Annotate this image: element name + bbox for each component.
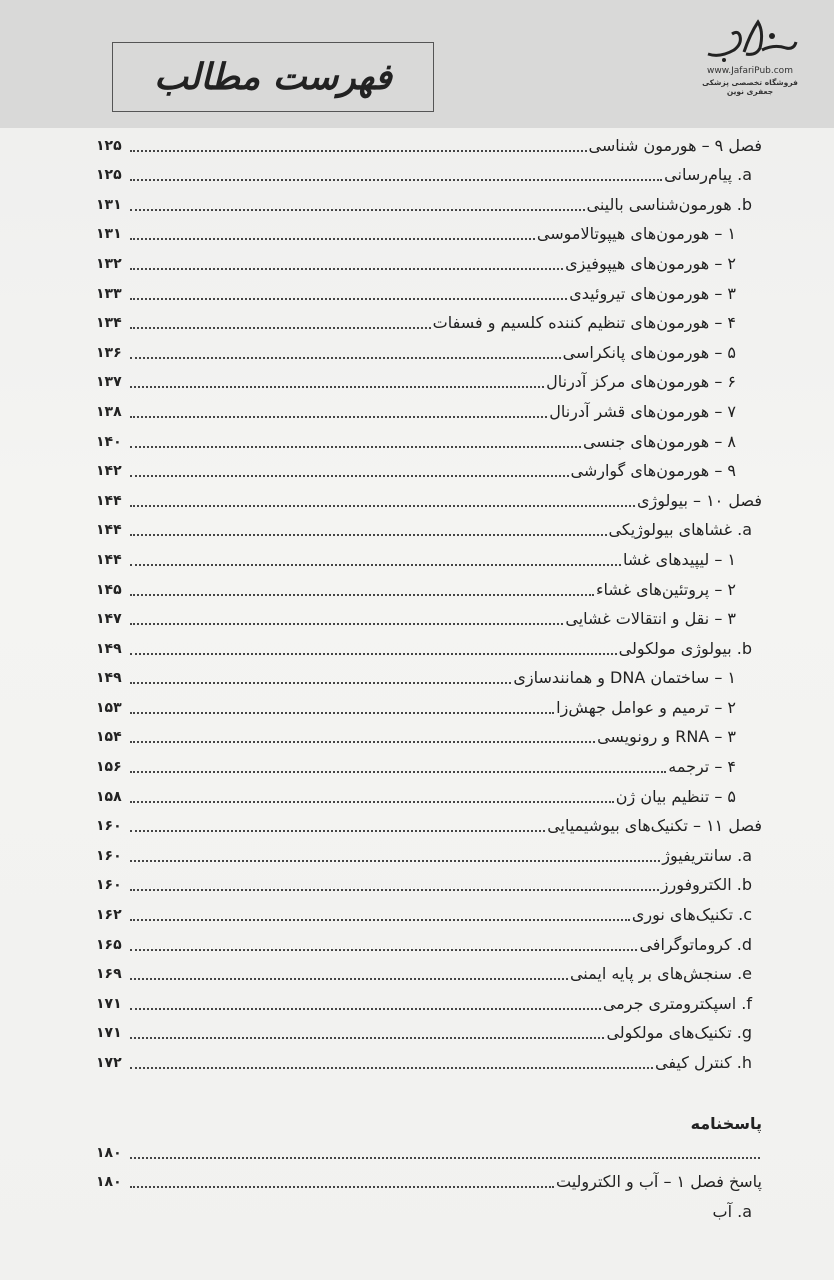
toc-page-number: ۱۳۲	[96, 255, 122, 272]
dot-leader	[130, 977, 568, 980]
toc-page-number: ۱۴۹	[96, 670, 122, 687]
toc-row	[96, 781, 762, 811]
toc-row	[96, 870, 762, 900]
toc-entry-text: ۴ – ترجمه	[668, 757, 736, 777]
toc-row	[96, 337, 762, 367]
toc-entry-text: ۵ – هورمون‌های پانکراسی	[562, 342, 736, 362]
answers-section-title: پاسخنامه	[690, 1114, 762, 1133]
toc-page-number: ۱۵۶	[96, 759, 122, 776]
dot-leader	[130, 563, 621, 566]
toc-row	[96, 959, 762, 989]
dot-leader	[130, 829, 545, 832]
toc-entry-text: فصل ۱۰ – بیولوژی	[636, 490, 762, 510]
dot-leader	[130, 415, 547, 418]
toc-page-number: ۱۲۵	[96, 167, 122, 184]
toc-row	[96, 840, 762, 870]
dot-leader	[130, 504, 635, 507]
dot-leader	[130, 297, 567, 300]
toc-row	[96, 633, 762, 663]
dot-leader	[130, 711, 554, 714]
dot-leader	[130, 267, 563, 270]
page-title: فهرست مطالب	[154, 56, 392, 98]
dot-leader	[130, 208, 585, 211]
dot-leader	[130, 918, 630, 921]
toc-row	[96, 988, 762, 1018]
toc-entry-text: d. کروماتوگرافی	[639, 934, 752, 954]
toc-page-number: ۱۸۰	[96, 1144, 122, 1161]
toc-entry-text: ۶ – هورمون‌های مرکز آدرنال	[546, 372, 736, 392]
toc-entry-text: a. غشاهای بیولوژیکی	[608, 520, 752, 540]
dot-leader	[130, 474, 569, 477]
toc-entry-text: ۱ – هورمون‌های هیپوتالاموسی	[536, 224, 736, 244]
publisher-logo	[690, 14, 810, 104]
dot-leader	[130, 948, 637, 951]
dot-leader	[130, 859, 660, 862]
toc-row	[96, 396, 762, 426]
toc-page-number: ۱۴۵	[96, 581, 122, 598]
toc-entry-text: ۲ – هورمون‌های هیپوفیزی	[565, 253, 736, 273]
dot-leader	[130, 533, 607, 536]
toc-page-number: ۱۶۰	[96, 847, 122, 864]
toc-entry-text: فصل ۹ – هورمون شناسی	[588, 135, 762, 155]
toc-entry-text: ۱ – لیپیدهای غشا	[623, 549, 736, 569]
toc-page-number: ۱۷۲	[96, 1055, 122, 1071]
toc-page-number: ۱۵۸	[96, 788, 122, 805]
toc-page-number: ۱۳۱	[96, 226, 122, 243]
toc-row	[96, 130, 762, 160]
toc-row	[96, 929, 762, 959]
toc-row	[96, 722, 762, 752]
toc-page-number: ۱۶۲	[96, 907, 122, 924]
dot-leader	[130, 1066, 653, 1069]
dot-leader	[130, 1156, 760, 1159]
toc-entry-text: ۹ – هورمون‌های گوارشی	[570, 461, 736, 481]
toc-page-number: ۱۷۱	[96, 1025, 122, 1042]
dot-leader	[130, 800, 614, 803]
toc-entry-text: ۸ – هورمون‌های جنسی	[582, 431, 736, 451]
dot-leader	[130, 1036, 604, 1039]
toc-row	[96, 1047, 762, 1077]
toc-entry-text: f. اسپکترومتری جرمی	[602, 993, 752, 1013]
toc-entry-text: a. سانتریفیوژ	[662, 845, 752, 865]
toc-page-number: ۱۶۰	[96, 818, 122, 835]
toc-entry-text: ۴ – هورمون‌های تنظیم کننده کلسیم و فسفات	[432, 313, 736, 333]
toc-row	[96, 574, 762, 604]
toc-row	[96, 160, 762, 190]
toc-entry-text: ۲ – پروتئین‌های غشاء	[595, 579, 736, 599]
toc-row	[96, 367, 762, 397]
toc-entry-text: g. تکنیک‌های مولکولی	[606, 1023, 752, 1043]
toc-page-number: ۱۶۵	[96, 936, 122, 953]
dot-leader	[130, 652, 617, 655]
dot-leader	[130, 622, 563, 625]
section-gap	[96, 1077, 762, 1111]
toc-entry-text: ۵ – تنظیم بیان ژن	[615, 786, 736, 806]
toc-row	[96, 692, 762, 722]
dot-leader	[130, 326, 431, 329]
toc-row	[96, 219, 762, 249]
dot-leader	[130, 740, 595, 743]
toc-row	[96, 1196, 762, 1226]
toc-entry-text: b. الکتروفورز	[660, 875, 752, 895]
toc-entry-text: a. آب	[712, 1201, 752, 1221]
toc-entry-text: ۳ – RNA و رونویسی	[597, 727, 736, 747]
dot-leader	[130, 593, 594, 596]
toc-row	[96, 515, 762, 545]
toc-page-number: ۱۴۴	[96, 522, 122, 539]
toc-row	[96, 1137, 762, 1167]
toc-page-number: ۱۳۴	[96, 315, 122, 332]
toc-entry-text: ۱ – ساختمان DNA و همانندسازی	[513, 668, 736, 688]
dot-leader	[130, 356, 561, 359]
toc-entry-text: a. پیام‌رسانی	[664, 165, 752, 185]
toc-page-number: ۱۵۴	[96, 729, 122, 746]
toc-entry-text: پاسخ فصل ۱ – آب و الکترولیت	[556, 1172, 762, 1192]
toc-entry-text: e. سنجش‌های بر پایه ایمنی	[569, 964, 752, 984]
table-of-contents	[96, 130, 762, 1226]
toc-row	[96, 544, 762, 574]
toc-page-number: ۱۷۱	[96, 995, 122, 1012]
toc-entry-text: ۷ – هورمون‌های قشر آدرنال	[549, 401, 736, 421]
toc-entry-text: ۲ – ترمیم و عوامل جهش‌زا	[556, 697, 736, 717]
dot-leader	[130, 445, 581, 448]
toc-entry-text: b. بیولوژی مولکولی	[618, 638, 752, 658]
toc-row	[96, 899, 762, 929]
toc-page-number: ۱۳۱	[96, 196, 122, 213]
toc-page-number: ۱۳۸	[96, 403, 122, 420]
toc-row	[96, 1167, 762, 1197]
toc-page-number: ۱۴۰	[96, 433, 122, 450]
toc-page-number: ۱۴۷	[96, 611, 122, 628]
logo-url: www.JafariPub.com	[707, 66, 793, 76]
toc-row	[96, 308, 762, 338]
toc-row	[96, 456, 762, 486]
toc-row	[96, 663, 762, 693]
toc-page-number: ۱۳۶	[96, 344, 122, 361]
toc-page-number: ۱۶۰	[96, 877, 122, 894]
toc-entry-text: b. هورمون‌شناسی بالینی	[586, 194, 752, 214]
dot-leader	[130, 178, 662, 181]
toc-page-number: ۱۴۴	[96, 551, 122, 568]
toc-page-number: ۱۶۹	[96, 966, 122, 983]
dot-leader	[130, 681, 511, 684]
dot-leader	[130, 149, 587, 152]
toc-row	[96, 751, 762, 781]
toc-entry-text: ۳ – هورمون‌های تیروئیدی	[569, 283, 736, 303]
dot-leader	[130, 770, 666, 773]
toc-page-number: ۱۴۴	[96, 492, 122, 509]
toc-page-number: ۱۲۵	[96, 137, 122, 154]
toc-row	[96, 811, 762, 841]
title-box	[112, 42, 434, 112]
logo-caption: فروشگاه تخصصی پزشکی جعفری نوین	[702, 78, 798, 96]
dot-leader	[130, 888, 659, 891]
toc-page-number: ۱۴۹	[96, 640, 122, 657]
dot-leader	[130, 237, 535, 240]
toc-row	[96, 278, 762, 308]
dot-leader	[130, 385, 544, 388]
toc-page-number: ۱۳۷	[96, 374, 122, 391]
toc-page-number: ۱۴۲	[96, 463, 122, 480]
toc-entry-text: ۳ – نقل و انتقالات غشایی	[565, 609, 736, 629]
toc-row	[96, 189, 762, 219]
toc-page-number: ۱۵۳	[96, 699, 122, 716]
toc-row	[96, 248, 762, 278]
toc-entry-text: h. کنترل کیفی	[655, 1053, 752, 1072]
toc-row	[96, 604, 762, 634]
toc-row	[96, 426, 762, 456]
toc-entry-text: فصل ۱۱ – تکنیک‌های بیوشیمیایی	[547, 816, 762, 836]
jafari-logo-icon	[700, 14, 800, 66]
dot-leader	[130, 1007, 601, 1010]
toc-row	[96, 485, 762, 515]
toc-page-number: ۱۸۰	[96, 1174, 122, 1191]
dot-leader	[130, 1185, 554, 1188]
toc-row	[96, 1018, 762, 1048]
toc-entry-text: c. تکنیک‌های نوری	[631, 905, 752, 925]
toc-page-number: ۱۳۳	[96, 285, 122, 302]
